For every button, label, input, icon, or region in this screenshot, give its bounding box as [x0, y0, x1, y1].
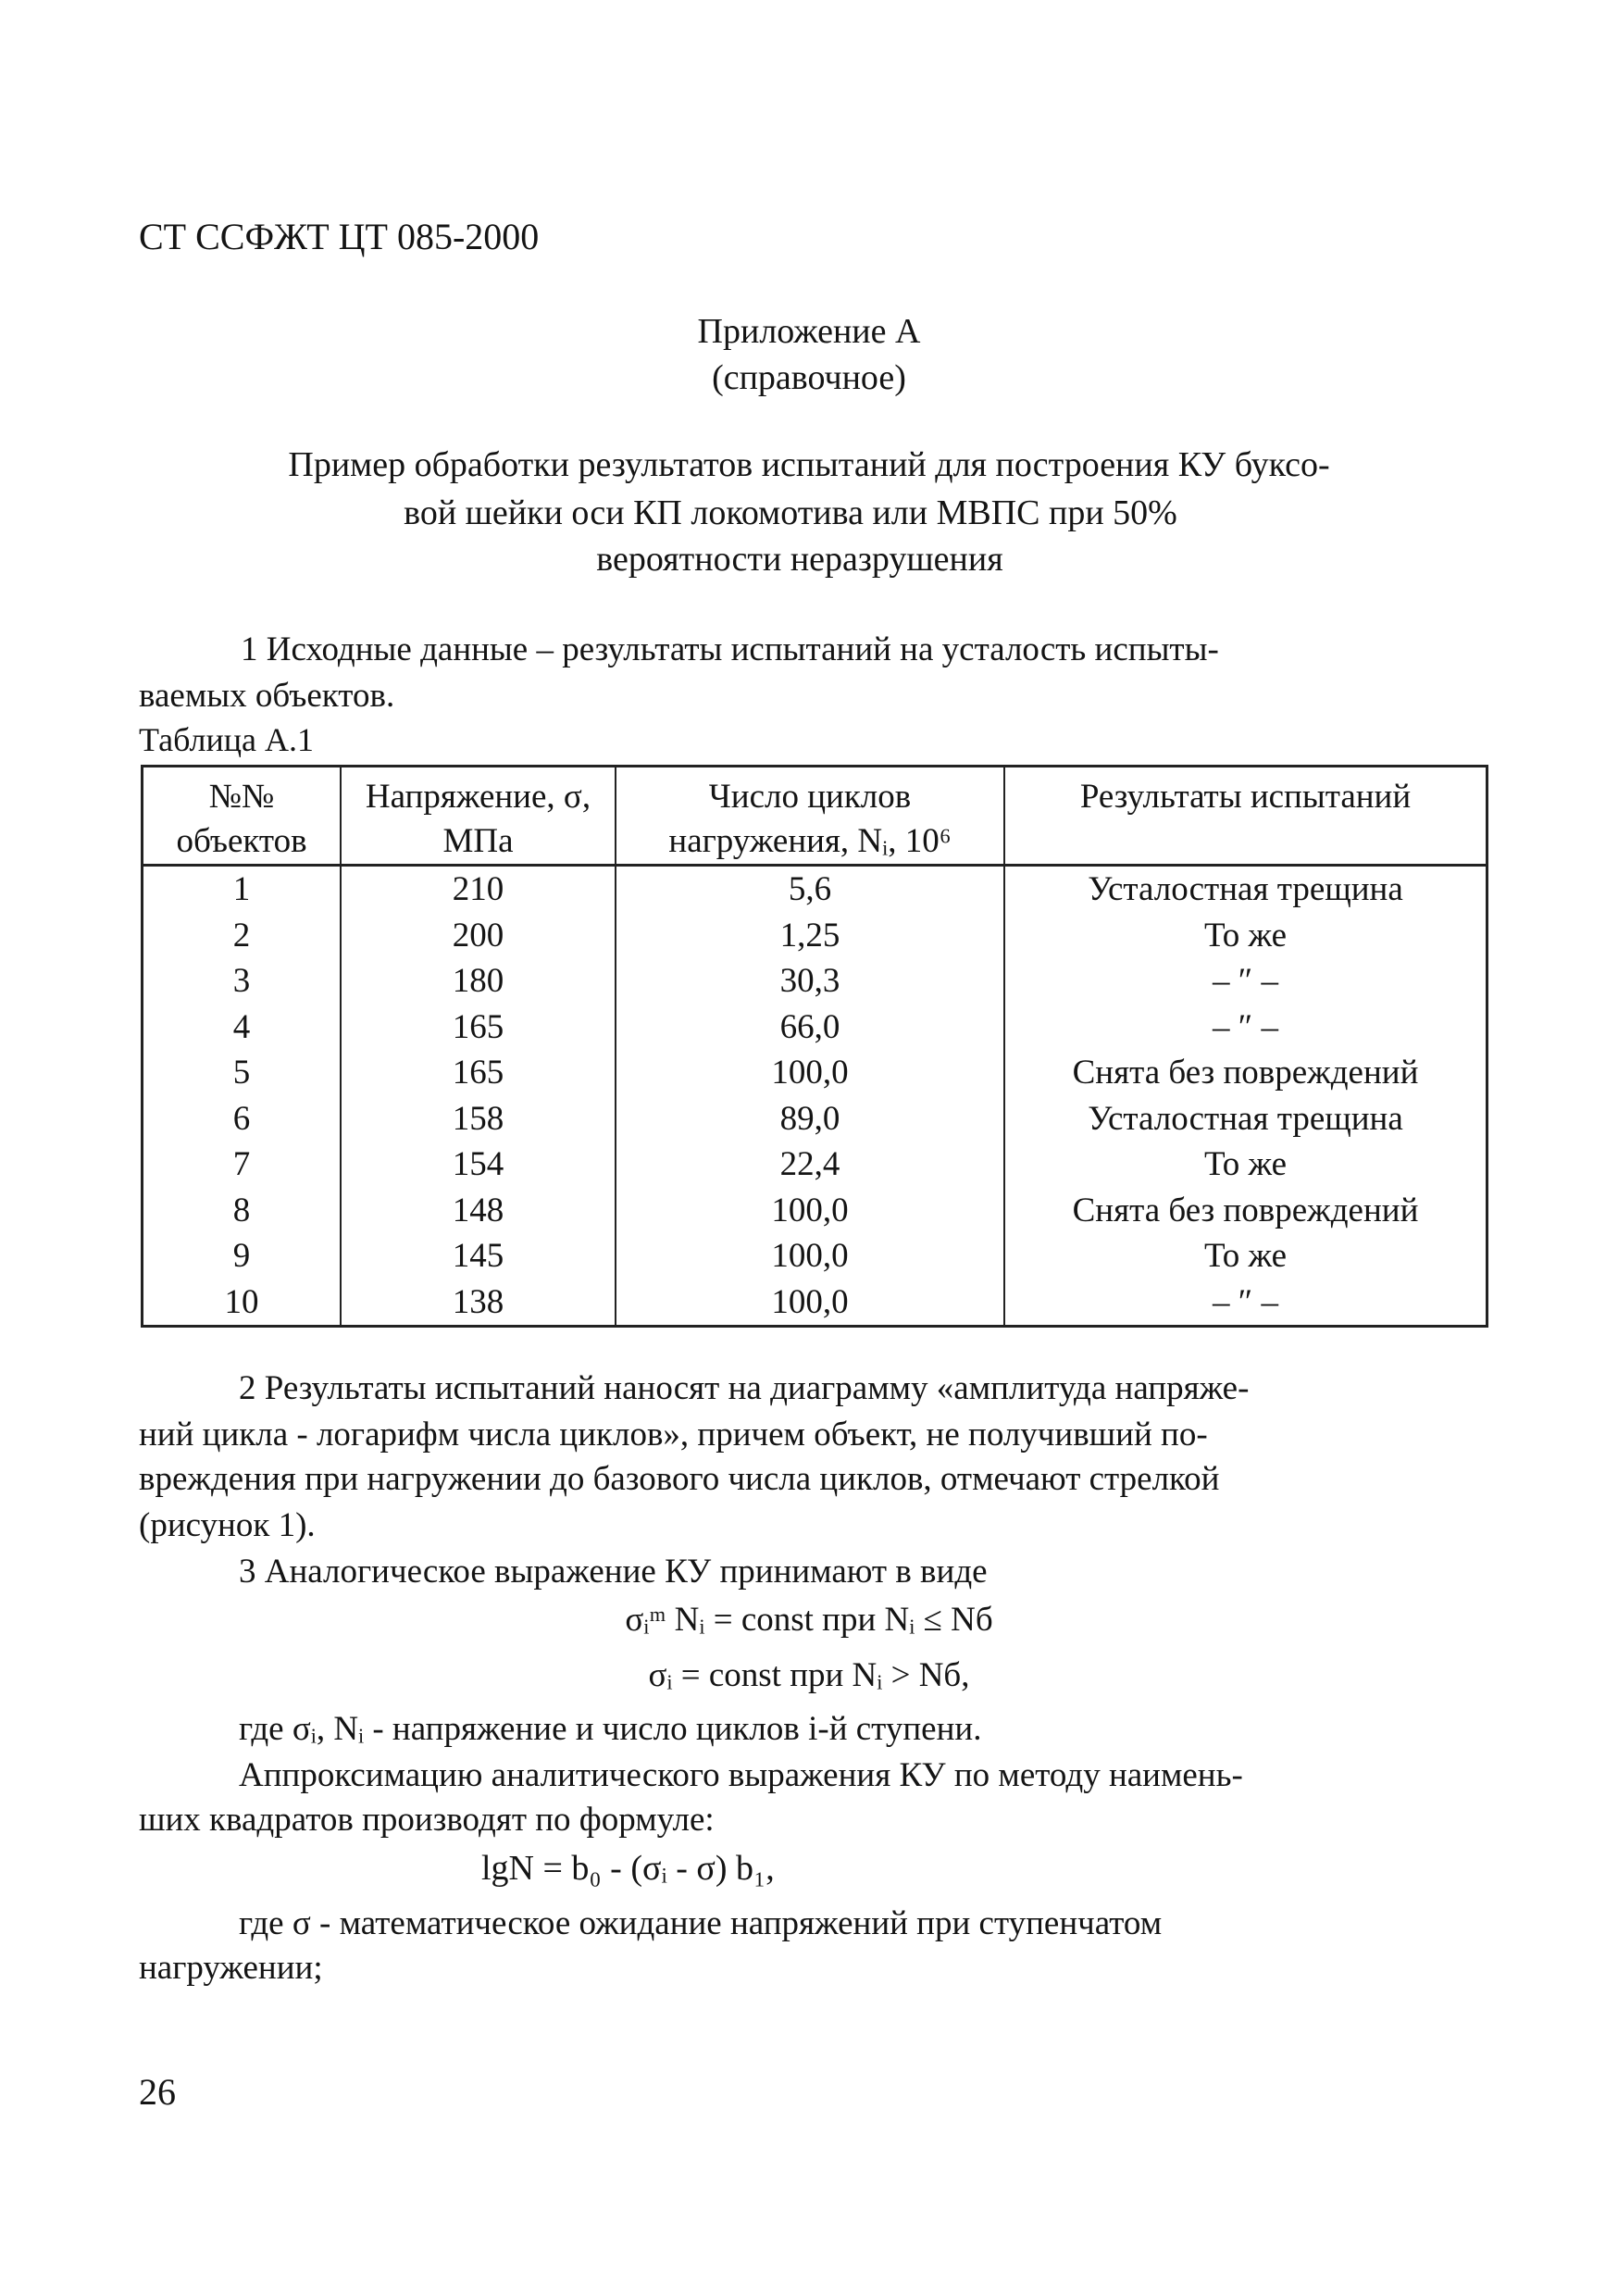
cell-cycles: 30,3: [616, 958, 1004, 1004]
table-row: [143, 1004, 1487, 1051]
cell-result: Усталостная трещина: [1004, 866, 1487, 913]
cell-cycles: 100,0: [616, 1188, 1004, 1234]
where-definition-1: где σᵢ, Nᵢ - напряжение и число циклов i-й ступени.: [239, 1710, 982, 1748]
table-row: [143, 1233, 1487, 1279]
cell-stress: 210: [341, 866, 616, 913]
heading-line-2: вой шейки оси КП локомотива или МВПС при 50%: [404, 493, 1177, 532]
cell-cycles: 1,25: [616, 913, 1004, 959]
section2-line-3: вреждения при нагружении до базового числа циклов, отмечают стрелкой: [139, 1460, 1220, 1498]
where-definition-2-line-2: нагружении;: [139, 1949, 323, 1987]
cell-stress: 165: [341, 1050, 616, 1096]
table-row: [143, 866, 1487, 913]
cell-result: – ″ –: [1004, 958, 1487, 1004]
cell-number: 4: [143, 1004, 342, 1051]
cell-number: 10: [143, 1279, 342, 1327]
cell-cycles: 100,0: [616, 1233, 1004, 1279]
table-caption: Таблица А.1: [139, 721, 314, 758]
cell-result: – ″ –: [1004, 1279, 1487, 1327]
appendix-subtitle: (справочное): [712, 358, 906, 397]
formula-2: σᵢ = const при Nᵢ > Nб,: [648, 1656, 970, 1694]
section1-line-1: 1 Исходные данные – результаты испытаний на усталость испыты-: [241, 630, 1219, 668]
results-table: [141, 765, 1488, 1328]
header-cycles: Число циклов нагружения, Nᵢ, 10⁶: [616, 767, 1004, 866]
cell-result: То же: [1004, 913, 1487, 959]
cell-stress: 154: [341, 1142, 616, 1188]
cell-cycles: 100,0: [616, 1050, 1004, 1096]
cell-cycles: 22,4: [616, 1142, 1004, 1188]
document-code: СТ ССФЖТ ЦТ 085-2000: [139, 216, 540, 257]
section2-line-4: (рисунок 1).: [139, 1506, 316, 1544]
section2-line-1: 2 Результаты испытаний наносят на диаграмму «амплитуда напряже-: [239, 1369, 1250, 1407]
cell-stress: 180: [341, 958, 616, 1004]
cell-stress: 148: [341, 1188, 616, 1234]
heading-line-3: вероятности неразрушения: [596, 540, 1003, 579]
table-header-row: [143, 767, 1487, 866]
section2-line-2: ний цикла - логарифм числа циклов», причем объект, не получивший по-: [139, 1416, 1208, 1454]
cell-number: 9: [143, 1233, 342, 1279]
section1-line-2: ваемых объектов.: [139, 677, 395, 715]
cell-number: 2: [143, 913, 342, 959]
table-row: [143, 1279, 1487, 1327]
formula-3: lgN = b₀ - (σᵢ - σ) b₁,: [481, 1849, 775, 1888]
appendix-title: Приложение А: [697, 312, 921, 351]
cell-stress: 165: [341, 1004, 616, 1051]
table-row: [143, 1096, 1487, 1142]
cell-stress: 158: [341, 1096, 616, 1142]
header-object-number: №№ объектов: [143, 767, 342, 866]
header-results: Результаты испытаний: [1004, 767, 1487, 866]
cell-cycles: 100,0: [616, 1279, 1004, 1327]
heading-line-1: Пример обработки результатов испытаний для построения КУ буксо-: [288, 445, 1330, 484]
table-row: [143, 958, 1487, 1004]
cell-cycles: 5,6: [616, 866, 1004, 913]
cell-number: 6: [143, 1096, 342, 1142]
table-row: [143, 1142, 1487, 1188]
table-row: [143, 913, 1487, 959]
cell-number: 8: [143, 1188, 342, 1234]
cell-number: 3: [143, 958, 342, 1004]
table-row: [143, 1050, 1487, 1096]
cell-result: То же: [1004, 1142, 1487, 1188]
header-stress: Напряжение, σ, МПа: [341, 767, 616, 866]
cell-result: Снята без повреждений: [1004, 1188, 1487, 1234]
where-definition-2-line-1: где σ - математическое ожидание напряжений при ступенчатом: [239, 1904, 1163, 1942]
approx-line-1: Аппроксимацию аналитического выражения КУ по методу наимень-: [239, 1756, 1243, 1794]
cell-cycles: 66,0: [616, 1004, 1004, 1051]
cell-number: 7: [143, 1142, 342, 1188]
page-number: 26: [139, 2071, 176, 2113]
table-row: [143, 1188, 1487, 1234]
approx-line-2: ших квадратов производят по формуле:: [139, 1801, 715, 1839]
cell-result: Усталостная трещина: [1004, 1096, 1487, 1142]
cell-result: Снята без повреждений: [1004, 1050, 1487, 1096]
cell-stress: 145: [341, 1233, 616, 1279]
formula-1: σᵢᵐ Nᵢ = const при Nᵢ ≤ Nб: [625, 1601, 993, 1639]
cell-number: 5: [143, 1050, 342, 1096]
cell-number: 1: [143, 866, 342, 913]
section3-text: 3 Аналогическое выражение КУ принимают в виде: [239, 1553, 988, 1591]
cell-cycles: 89,0: [616, 1096, 1004, 1142]
cell-result: То же: [1004, 1233, 1487, 1279]
cell-result: – ″ –: [1004, 1004, 1487, 1051]
cell-stress: 138: [341, 1279, 616, 1327]
cell-stress: 200: [341, 913, 616, 959]
